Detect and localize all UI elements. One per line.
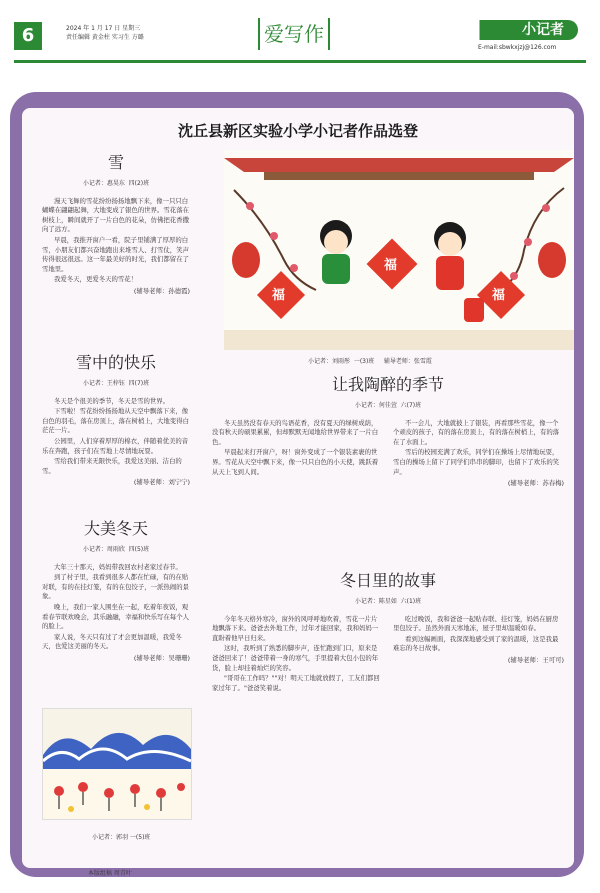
article-story bbox=[212, 568, 564, 694]
article-paragraph: 今年冬天格外寒冷，窗外的风呼呼地吹着，雪花一片片地飘落下来。爸爸去外地工作，过年才能回家，我和妈妈一直盼着他早日归来。 bbox=[212, 614, 379, 642]
article-title: 冬日里的故事 bbox=[339, 571, 436, 590]
article-title: 雪中的快乐 bbox=[75, 353, 156, 372]
issue-info bbox=[66, 24, 226, 42]
article-paragraph: 看到这幅画面，我深深地感受到了家的温暖，这是我最难忘的冬日故事。 bbox=[393, 634, 559, 653]
article-paragraph: 不一会儿，大地就披上了银装，再看那些雪花，像一个个顽皮的孩子，有的落在房顶上，有的落在树梢上，有的落在了水面上。 bbox=[393, 418, 560, 446]
article-paragraph: 我爱冬天，更爱冬天的雪花！ bbox=[54, 275, 138, 284]
top-picture-caption: 小记者：刘雨彤 一(3)班 辅导老师：张雪霞 bbox=[308, 358, 432, 365]
brand-banner: 小记者 bbox=[458, 20, 578, 40]
article-paragraph: 下雪啦！雪花纷纷扬扬地从天空中飘落下来，像白色的羽毛，落在房顶上，落在树梢上，大地变得白茫茫一片。 bbox=[42, 407, 189, 435]
children-drawing-illustration bbox=[43, 709, 191, 819]
issue-date: 2024 年 1 月 17 日 星期三 bbox=[66, 25, 141, 32]
article-byline: 小记者：王梓钰 四(7)班 bbox=[82, 380, 150, 387]
column-title: 爱写作 bbox=[258, 18, 330, 50]
contact-email[interactable]: E-mail:sbwkxjzj@126.com bbox=[478, 44, 557, 51]
page-headline: 沈丘县新区实验小学小记者作品选登 bbox=[177, 122, 418, 140]
article-byline: 小记者：惠昊东 四(2)班 bbox=[82, 180, 150, 187]
article-title: 大美冬天 bbox=[83, 519, 148, 538]
article-byline: 小记者：周雨欣 四(5)班 bbox=[82, 546, 150, 553]
article-paragraph: 早晨，我推开窗户一看，院子里铺满了厚厚的白雪，小朋友们都兴奋地跑出来堆雪人、打雪仗，笑声传得很远很远。这一年最美好的时光，我们都留在了雪地里。 bbox=[42, 235, 189, 273]
article-paragraph: 这时，我听到了熟悉的脚步声，连忙跑到门口，原来是爸爸回来了！爸爸带着一身的寒气，手里提着大包小包的年货，脸上却挂着灿烂的笑容。 bbox=[212, 644, 379, 672]
tutor-credit: (辅导老师：王可可) bbox=[507, 655, 564, 664]
fu-character: 福 bbox=[492, 288, 506, 303]
article-drunk bbox=[212, 372, 564, 489]
article-paragraph: 晚上，我们一家人围坐在一起，吃着年夜饭，观看春节联欢晚会，其乐融融，幸福和快乐写在每个人的脸上。 bbox=[42, 602, 189, 631]
article-paragraph: 早晨起来打开窗户，呀！窗外变成了一个银装素裹的世界。雪花从天空中飘下来，像一只只白色的小天使，跳跃着从天上飞到人间。 bbox=[212, 448, 379, 476]
article-paragraph: 雪给我们带来无限快乐，我爱这美丽、洁白的雪。 bbox=[42, 457, 182, 475]
bottom-picture-caption: 小记者：郭羽 一(5)班 bbox=[92, 834, 151, 841]
festival-drawing-illustration bbox=[224, 150, 574, 350]
article-paragraph: 家人说，冬天只有过了才会更加温暖，我爱冬天，也爱这美丽的冬天。 bbox=[42, 632, 182, 651]
tutor-credit: (辅导老师：刘宁宁) bbox=[133, 478, 190, 487]
article-paragraph: 冬天虽然没有春天的鸟语花香，没有夏天的绿树成荫，没有秋天的硕果累累，但却默默无闻地给世界带来了一片白色。 bbox=[212, 418, 379, 446]
article-title: 雪 bbox=[107, 153, 124, 172]
article-paragraph: 吃过晚饭，我和爸爸一起贴春联、挂灯笼，妈妈在厨房里包饺子。虽然外面天寒地冻，屋子里却温暖如春。 bbox=[393, 614, 559, 633]
article-byline: 小记者：陈星如 六(1)班 bbox=[354, 598, 422, 605]
festival-drawing bbox=[224, 150, 574, 350]
article-paragraph: 到了村子里，我看到很多人都在忙碌，有的在贴对联，有的在挂灯笼，有的在包饺子，一派热闹的景象。 bbox=[42, 573, 189, 601]
article-title: 让我陶醉的季节 bbox=[331, 375, 444, 394]
children-drawing bbox=[42, 708, 192, 820]
article-paragraph: 雪后的校园充满了欢乐，同学们在操场上尽情地玩耍，雪白的操场上留下了同学们串串的脚印，也留下了欢乐的笑声。 bbox=[393, 448, 560, 476]
page-number: 6 bbox=[14, 22, 42, 50]
fu-character: 福 bbox=[272, 288, 286, 303]
tutor-credit: (辅导老师：孙德霞) bbox=[133, 286, 190, 295]
article-paragraph: "哥哥在工作吗？""对！明天工地就放假了，工友们都回家过年了。"爸爸笑着说。 bbox=[212, 674, 380, 692]
article-paragraph: 漫天飞舞的雪花纷纷扬扬地飘下来，像一只只白蝴蝶在翩翩起舞，大地变成了银色的世界。雪花落在树枝上，瞬间就开了一片白色的花朵，仿佛把花香撒向了远方。 bbox=[42, 196, 189, 234]
article-winter bbox=[42, 516, 190, 664]
article-paragraph: 大年三十那天，妈妈带我回农村老家过春节。 bbox=[54, 562, 182, 571]
header-rule bbox=[14, 60, 586, 63]
article-snow bbox=[42, 150, 190, 297]
article-byline: 小记者：何佳萱 六(7)班 bbox=[354, 402, 422, 409]
tutor-credit: (辅导老师：苏春梅) bbox=[507, 479, 564, 488]
compiled-by: 本版组稿 周青叶 bbox=[88, 870, 132, 877]
article-paragraph: 冬天是个很美的季节，冬天是雪的世界。 bbox=[54, 396, 170, 405]
tutor-credit: (辅导老师：吴珊珊) bbox=[133, 653, 190, 662]
fu-character: 福 bbox=[384, 258, 398, 273]
article-paragraph: 公园里，人们穿着厚厚的棉衣，伴随着优美的音乐在奔跑，孩子们在雪地上尽情地玩耍。 bbox=[42, 436, 189, 455]
issue-editors: 责任编辑 黄金柱 实习生 方璐 bbox=[66, 34, 144, 41]
article-joy bbox=[42, 350, 190, 488]
